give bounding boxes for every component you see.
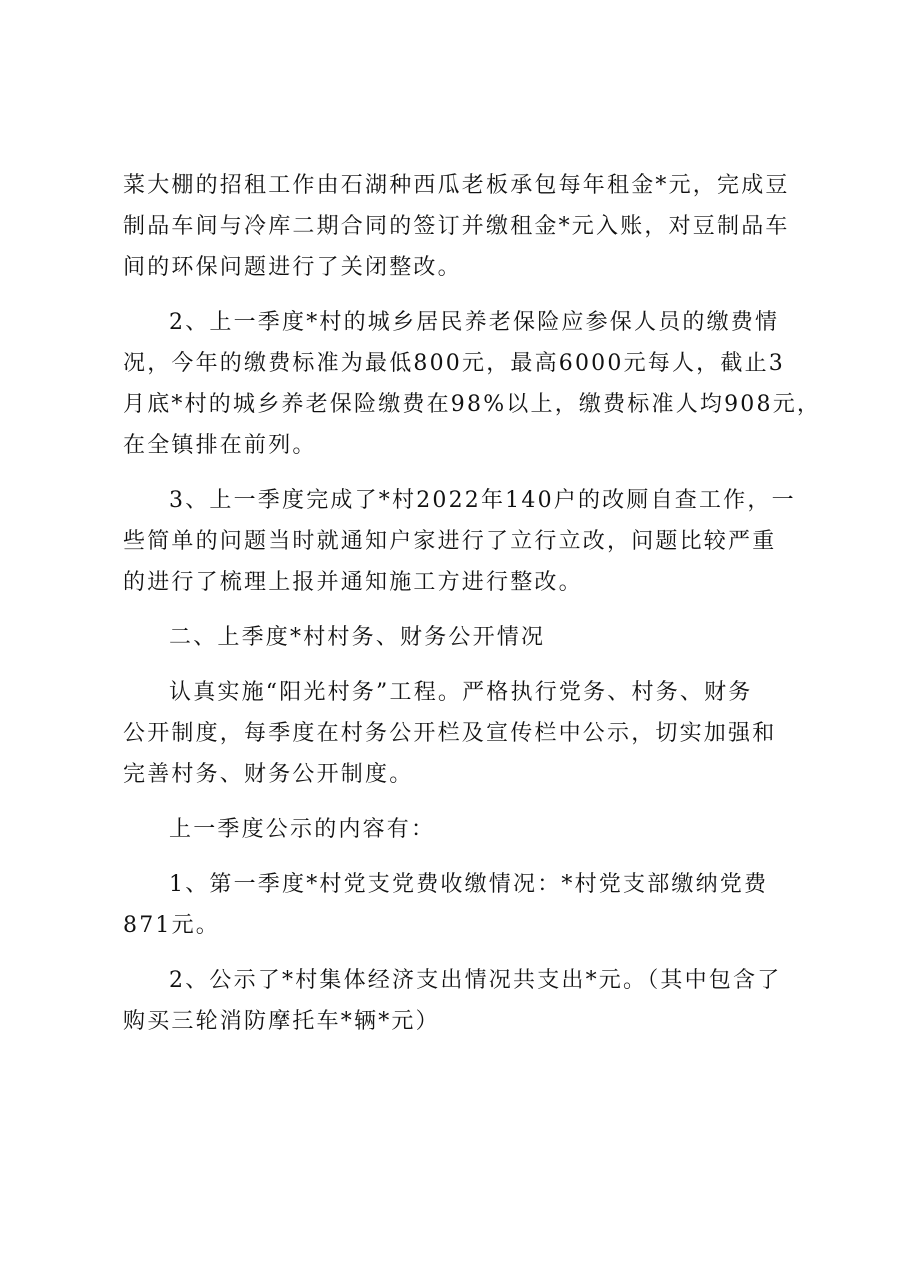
paragraph-line: 认真实施“阳光村务”工程。严格执行党务、村务、财务 (169, 680, 753, 705)
paragraph-line: 2、上一季度*村的城乡居民养老保险应参保人员的缴费情 (169, 310, 780, 335)
paragraph-line: 在全镇排在前列。 (123, 433, 317, 458)
paragraph-line: 完善村务、财务公开制度。 (123, 762, 414, 787)
paragraph-line: 上一季度公示的内容有： (169, 817, 436, 842)
paragraph-line: 间的环保问题进行了关闭整改。 (123, 255, 462, 280)
paragraph-line: 871元。 (123, 913, 220, 938)
paragraph-line: 公开制度，每季度在村务公开栏及宣传栏中公示，切实加强和 (123, 721, 777, 746)
section-heading: 二、上季度*村村务、财务公开情况 (169, 625, 546, 650)
paragraph-line: 2、公示了*村集体经济支出情况共支出*元。（其中包含了 (169, 968, 782, 993)
paragraph-line: 月底*村的城乡养老保险缴费在98%以上，缴费标准人均908元， (123, 392, 822, 417)
paragraph-line: 购买三轮消防摩托车*辆*元） (123, 1009, 440, 1034)
paragraph-line: 的进行了梳理上报并通知施工方进行整改。 (123, 570, 583, 595)
paragraph-line: 菜大棚的招租工作由石湖种西瓜老板承包每年租金*元，完成豆 (123, 173, 790, 198)
document-body (123, 165, 822, 1042)
paragraph-line: 况，今年的缴费标准为最低800元，最高6000元每人，截止3 (123, 351, 785, 376)
paragraph-line: 1、第一季度*村党支党费收缴情况：*村党支部缴纳党费 (169, 872, 769, 897)
paragraph-line: 3、上一季度完成了*村2022年140户的改厕自查工作，一 (169, 488, 796, 513)
paragraph-line: 制品车间与冷库二期合同的签订并缴租金*元入账，对豆制品车 (123, 214, 790, 239)
paragraph-line: 些简单的问题当时就通知户家进行了立行立改，问题比较严重 (123, 529, 777, 554)
